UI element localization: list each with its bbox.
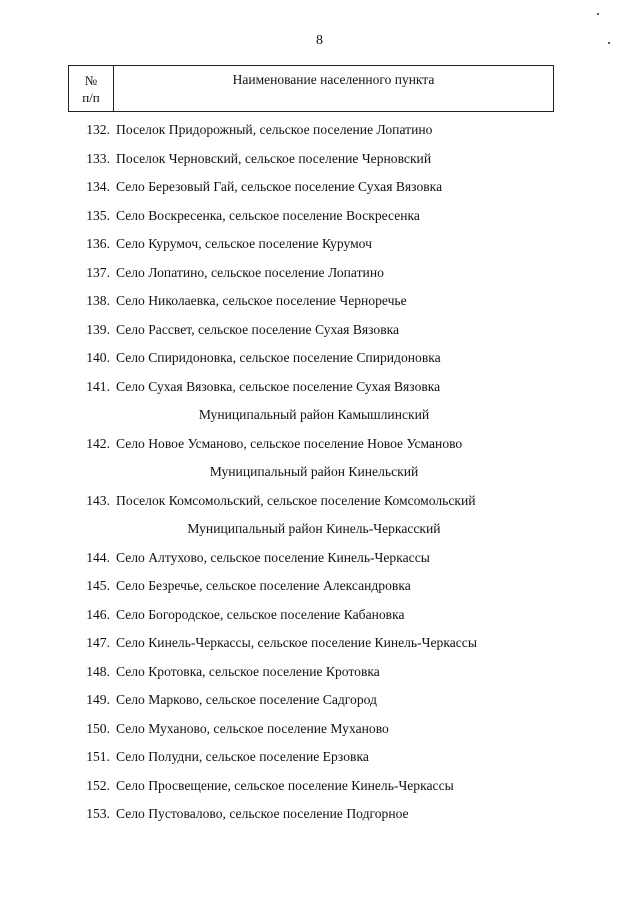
- item-number: 135.: [86, 207, 110, 223]
- list-item: [0, 316, 639, 345]
- item-number: 148.: [86, 663, 110, 679]
- settlement-list: [0, 116, 639, 829]
- list-item: [0, 572, 639, 601]
- item-number: 133.: [86, 150, 110, 166]
- list-item: [0, 715, 639, 744]
- item-number: 152.: [86, 777, 110, 793]
- item-number: 144.: [86, 549, 110, 565]
- list-item: [0, 145, 639, 174]
- item-name: Село Полудни, сельское поселение Ерзовка: [116, 749, 369, 764]
- list-item: [0, 344, 639, 373]
- item-name: Поселок Придорожный, сельское поселение Лопатино: [116, 122, 433, 137]
- list-item: [0, 287, 639, 316]
- item-number: 139.: [86, 321, 110, 337]
- item-number: 134.: [86, 179, 110, 194]
- item-number: 145.: [86, 578, 110, 593]
- item-number: 140.: [86, 350, 110, 365]
- item-name: Село Воскресенка, сельское поселение Воскресенка: [116, 207, 420, 223]
- item-name: Село Рассвет, сельское поселение Сухая Вязовка: [116, 321, 400, 337]
- item-name: Село Алтухово, сельское поселение Кинель-Черкассы: [116, 549, 430, 565]
- item-name: Село Березовый Гай, сельское поселение Сухая Вязовка: [116, 179, 443, 194]
- item-name: Село Спиридоновка, сельское поселение Спиридоновка: [116, 350, 441, 365]
- list-item: [0, 202, 639, 231]
- item-name: Поселок Комсомольский, сельское поселение Комсомольский: [116, 492, 476, 508]
- item-number: 132.: [86, 122, 110, 137]
- list-item: [0, 686, 639, 715]
- item-name: Село Просвещение, сельское поселение Кинель-Черкассы: [116, 777, 454, 793]
- item-name: Село Николаевка, сельское поселение Черноречье: [116, 293, 407, 308]
- scan-speck: [597, 13, 599, 15]
- item-name: Село Сухая Вязовка, сельское поселение Сухая Вязовка: [116, 378, 441, 394]
- item-name: Село Кротовка, сельское поселение Кротовка: [116, 663, 380, 679]
- item-name: Село Кинель-Черкассы, сельское поселение Кинель-Черкассы: [116, 635, 477, 650]
- item-name: Село Муханово, сельское поселение Муханово: [116, 720, 389, 736]
- item-name: Село Безречье, сельское поселение Александровка: [116, 578, 411, 593]
- item-number: 141.: [86, 378, 110, 394]
- item-number: 143.: [86, 492, 110, 508]
- item-number: 147.: [86, 635, 110, 650]
- list-item: [0, 230, 639, 259]
- page-number: 8: [316, 33, 323, 48]
- section-heading: [0, 401, 639, 430]
- item-name: Село Курумоч, сельское поселение Курумоч: [116, 236, 372, 251]
- list-item: [0, 487, 639, 516]
- item-number: 137.: [86, 264, 110, 280]
- section-heading: [0, 458, 639, 487]
- header-number-sign: №: [84, 72, 98, 88]
- list-item: [0, 601, 639, 630]
- list-item: [0, 743, 639, 772]
- item-number: 149.: [86, 692, 110, 707]
- section-heading-text: Муниципальный район Кинельский: [209, 464, 419, 479]
- list-item: [0, 800, 639, 829]
- list-item: [0, 544, 639, 573]
- item-number: 136.: [86, 236, 110, 251]
- list-item: [0, 259, 639, 288]
- list-item: [0, 658, 639, 687]
- item-number: 150.: [86, 720, 110, 736]
- list-item: [0, 116, 639, 145]
- item-name: Село Пустовалово, сельское поселение Подгорное: [116, 806, 409, 821]
- list-item: [0, 772, 639, 801]
- scan-speck: [608, 42, 610, 44]
- section-heading-text: Муниципальный район Кинель-Черкасский: [187, 521, 441, 536]
- item-number: 151.: [86, 749, 110, 764]
- item-name: Село Марково, сельское поселение Садгород: [116, 692, 377, 707]
- item-name: Поселок Черновский, сельское поселение Черновский: [116, 150, 432, 166]
- item-number: 138.: [86, 293, 110, 308]
- header-number-column: [69, 66, 114, 111]
- header-title: Наименование населенного пункта: [232, 72, 435, 87]
- item-number: 153.: [86, 806, 110, 821]
- list-item: [0, 430, 639, 459]
- item-name: Село Новое Усманово, сельское поселение Новое Усманово: [116, 435, 463, 451]
- item-name: Село Лопатино, сельское поселение Лопатино: [116, 264, 384, 280]
- list-item: [0, 629, 639, 658]
- list-item: [0, 373, 639, 402]
- section-heading: [0, 515, 639, 544]
- item-number: 142.: [86, 435, 110, 451]
- header-number-abbrev: п/п: [82, 89, 100, 105]
- list-item: [0, 173, 639, 202]
- section-heading-text: Муниципальный район Камышлинский: [198, 407, 430, 422]
- item-number: 146.: [86, 606, 110, 622]
- item-name: Село Богородское, сельское поселение Кабановка: [116, 606, 405, 622]
- table-header: [68, 65, 554, 112]
